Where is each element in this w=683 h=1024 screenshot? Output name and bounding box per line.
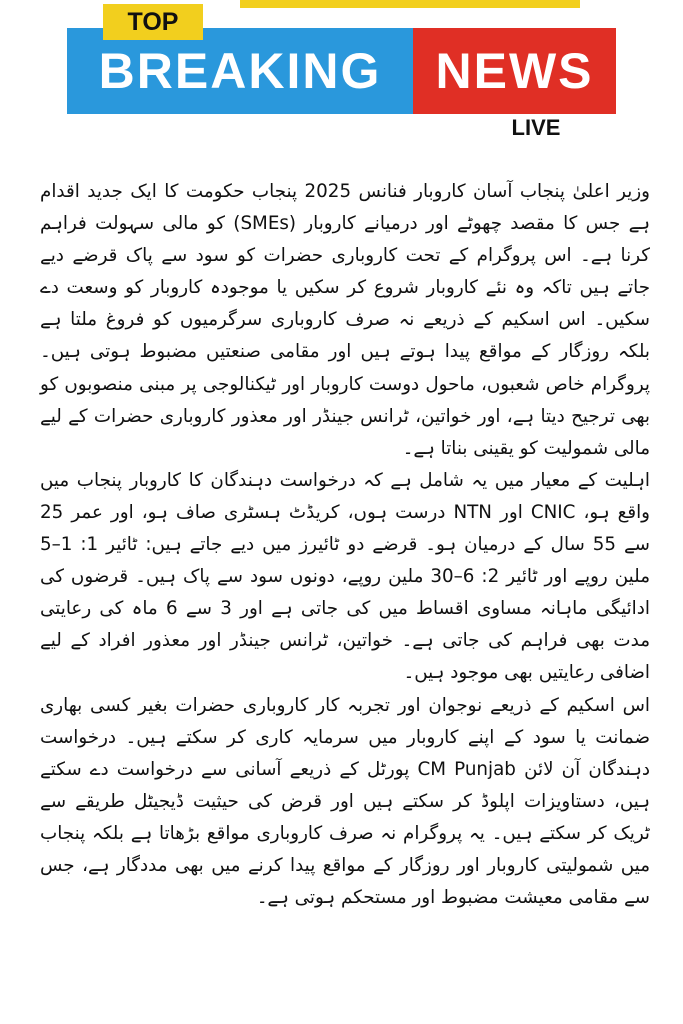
live-badge: LIVE — [480, 114, 592, 142]
article-paragraph: اس اسکیم کے ذریعے نوجوان اور تجربہ کار کاروباری حضرات بغیر کسی بھاری ضمانت یا سود کے اپنے کاروبار میں سرمایہ کاری کر سکتے ہیں۔ درخواست دہندگان آن لائن CM Punjab پورٹل کے ذریعے آسانی سے درخواست دے سکتے ہیں، دستاویزات اپلوڈ کر سکتے ہیں اور قرض کی حیثیت ڈیجیٹل طریقے سے ٹریک کر سکتے ہیں۔ یہ پروگرام نہ صرف کاروباری مواقع بڑھاتا ہے بلکہ پنجاب میں شمولیتی کاروبار اور روزگار کے مواقع پیدا کرنے میں بھی مددگار ہے، جس سے مقامی معیشت مضبوط اور مستحکم ہوتی ہے۔ — [40, 694, 650, 909]
top-badge: TOP — [103, 4, 203, 40]
news-label: NEWS — [413, 28, 616, 114]
breaking-news-banner — [0, 0, 683, 150]
article-paragraph: وزیر اعلیٰ پنجاب آسان کاروبار فنانس 2025 پنجاب حکومت کا ایک جدید اقدام ہے جس کا مقصد چھوٹے اور درمیانے کاروبار (SMEs) کو مالی سہولت فراہم کرنا ہے۔ اس پروگرام کے تحت کاروباری حضرات کو سود سے پاک قرضے دیے جاتے ہیں تاکہ وہ نئے کاروبار شروع کر سکیں یا موجودہ کاروبار کو وسعت دے سکیں۔ اس اسکیم کے ذریعے نہ صرف کاروباری سرگرمیوں کو فروغ ملتا ہے بلکہ روزگار کے مواقع پیدا ہوتے ہیں اور مقامی صنعتیں مضبوط ہوتی ہیں۔ پروگرام خاص شعبوں، ماحول دوست کاروبار اور ٹیکنالوجی پر مبنی منصوبوں کو بھی ترجیح دیتا ہے، اور خواتین، ٹرانس جینڈر اور معذور کاروباری حضرات کے لیے مالی شمولیت کو یقینی بناتا ہے۔ — [40, 181, 650, 459]
article-paragraph: اہلیت کے معیار میں یہ شامل ہے کہ درخواست دہندگان کا کاروبار پنجاب میں واقع ہو، CNIC اور NTN درست ہوں، کریڈٹ ہسٹری صاف ہو، اور عمر 25 سے 55 سال کے درمیان ہو۔ قرضے دو ٹائیرز میں دیے جاتے ہیں: ٹائیر 1: 1–5 ملین روپے اور ٹائیر 2: 6–30 ملین روپے، دونوں سود سے پاک ہیں۔ قرضوں کی ادائیگی ماہانہ مساوی اقساط میں کی جاتی ہے اور 3 سے 6 ماہ کی رعایتی مدت بھی فراہم کی جاتی ہے۔ خواتین، ٹرانس جینڈر اور معذور افراد کے لیے اضافی رعایتیں بھی موجود ہیں۔ — [40, 469, 650, 684]
breaking-label: BREAKING — [67, 28, 413, 114]
banner-accent-strip — [240, 0, 580, 8]
article-body — [40, 176, 650, 914]
